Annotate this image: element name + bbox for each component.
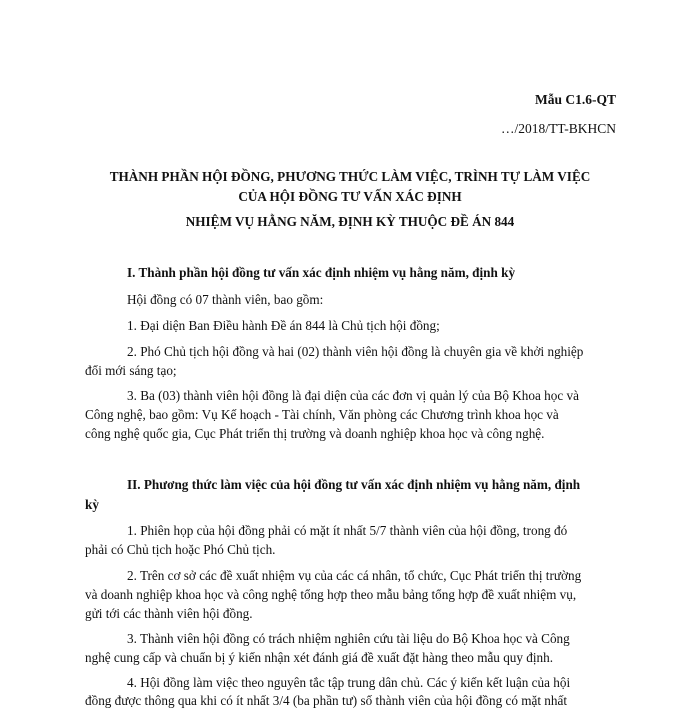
title-line-3: NHIỆM VỤ HẰNG NĂM, ĐỊNH KỲ THUỘC ĐỀ ÁN 844	[185, 214, 515, 229]
section-1-item-3-line-2: Công nghệ, bao gồm: Vụ Kế hoạch - Tài chính, Văn phòng các Chương trình khoa học và	[85, 407, 559, 422]
section-2-item-2-line-3: gửi tới các thành viên hội đồng.	[85, 606, 253, 621]
section-2-item-4-line-2: đồng được thông qua khi có ít nhất 3/4 (ba phần tư) số thành viên của hội đồng có mặt nhất	[85, 693, 568, 708]
section-1-heading: I. Thành phần hội đồng tư vấn xác định nhiệm vụ hằng năm, định kỳ	[127, 265, 516, 280]
title-line-2: CỦA HỘI ĐỒNG TƯ VẤN XÁC ĐỊNH	[238, 189, 462, 204]
section-1-item-2-line-2: đổi mới sáng tạo;	[85, 363, 177, 378]
section-1-intro: Hội đồng có 07 thành viên, bao gồm:	[127, 292, 324, 307]
document-number: …/2018/TT-BKHCN	[500, 121, 616, 136]
section-1-item-1: 1. Đại diện Ban Điều hành Đề án 844 là Chủ tịch hội đồng;	[127, 318, 440, 333]
section-1-item-2-line-1: 2. Phó Chủ tịch hội đồng và hai (02) thành viên hội đồng là chuyên gia về khởi nghiệp	[127, 344, 584, 359]
section-2-item-1-line-1: 1. Phiên họp của hội đồng phải có mặt ít nhất 5/7 thành viên của hội đồng, trong đó	[127, 523, 568, 538]
section-2-item-3-line-2: nghệ cung cấp và chuẩn bị ý kiến nhận xét đánh giá đề xuất đặt hàng theo mẫu quy định.	[85, 650, 554, 665]
section-2-item-2-line-2: và doanh nghiệp khoa học và công nghệ tổng hợp theo mẫu bảng tổng hợp đề xuất nhiệm vụ,	[85, 587, 577, 602]
form-code: Mẫu C1.6-QT	[535, 92, 616, 107]
section-2-item-1-line-2: phải có Chủ tịch hoặc Phó Chủ tịch.	[85, 542, 276, 557]
section-2-item-2-line-1: 2. Trên cơ sở các đề xuất nhiệm vụ của các cá nhân, tổ chức, Cục Phát triển thị trường	[127, 568, 582, 583]
section-2-item-3-line-1: 3. Thành viên hội đồng có trách nhiệm nghiên cứu tài liệu do Bộ Khoa học và Công	[127, 631, 570, 646]
section-1-item-3-line-3: công nghệ quốc gia, Cục Phát triển thị trường và doanh nghiệp khoa học và công nghệ.	[85, 426, 545, 441]
section-2-heading-line-2: kỳ	[85, 497, 99, 512]
section-2-item-4-line-1: 4. Hội đồng làm việc theo nguyên tắc tập trung dân chủ. Các ý kiến kết luận của hội	[127, 675, 571, 690]
section-1-item-3-line-1: 3. Ba (03) thành viên hội đồng là đại diện của các đơn vị quản lý của Bộ Khoa học và	[127, 388, 579, 403]
section-2-heading-line-1: II. Phương thức làm việc của hội đồng tư vấn xác định nhiệm vụ hằng năm, định	[127, 477, 581, 492]
title-line-1: THÀNH PHẦN HỘI ĐỒNG, PHƯƠNG THỨC LÀM VIỆC, TRÌNH TỰ LÀM VIỆC	[109, 169, 591, 184]
